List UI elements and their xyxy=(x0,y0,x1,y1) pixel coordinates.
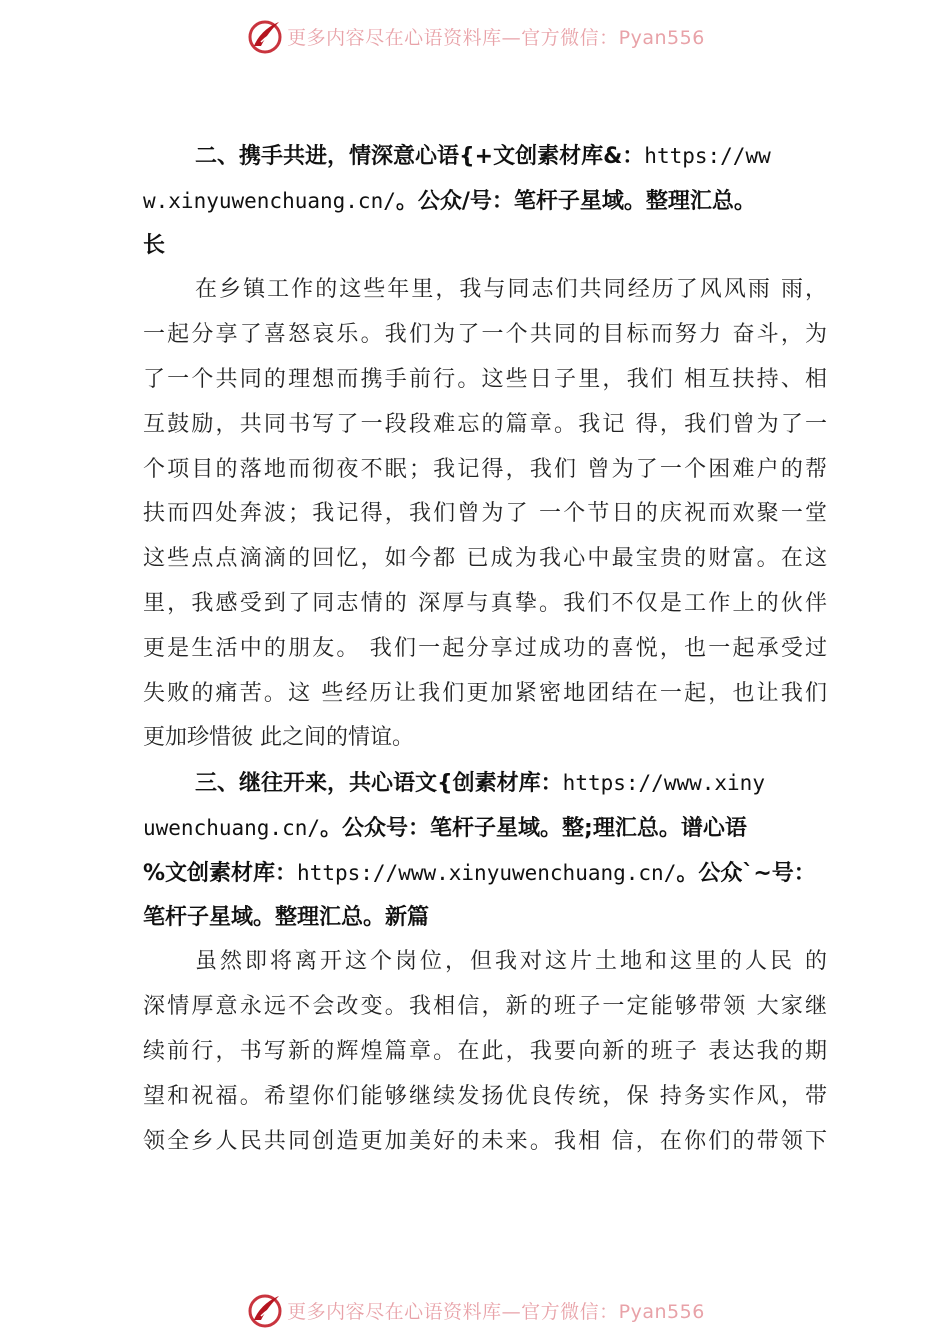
heading-text: 。公众`~号： xyxy=(676,860,816,886)
paragraph-line: 更加珍惜彼 此之间的情谊。 xyxy=(143,725,414,751)
logo-icon xyxy=(245,16,285,56)
heading-url: https://www.xinyuwenchuang.cn/ xyxy=(297,860,677,885)
paragraph-line: 一起分享了喜怒哀乐。我们为了一个共同的目标而努力 奋斗，为 xyxy=(143,322,827,348)
banner-text xyxy=(287,23,705,50)
heading-url: https://ww xyxy=(644,144,771,168)
banner-label: 更多内容尽在心语资料库—官方微信： xyxy=(287,26,619,49)
banner-wechat-id: Pyan556 xyxy=(618,26,705,49)
heading-text: 。公众号：笔杆子星域。整;理汇总。谱心语 xyxy=(320,815,747,841)
heading-url: uwenchuang.cn/ xyxy=(143,815,321,840)
logo-icon xyxy=(245,1290,285,1330)
heading-text: 。公众/号：笔杆子星域。整理汇总。 xyxy=(395,188,756,214)
paragraph-line: 更是生活中的朋友。 我们一起分享过成功的喜悦，也一起承受过 xyxy=(143,635,827,661)
heading-text: %文创素材库： xyxy=(143,860,298,886)
paragraph-line: 个项目的落地而彻夜不眠；我记得，我们 曾为了一个困难户的帮 xyxy=(143,456,827,482)
section2-heading-line-1 xyxy=(143,134,827,179)
heading-text: 三、继往开来，共心语文{创素材库： xyxy=(195,771,563,797)
heading-url: w.xinyuwenchuang.cn/ xyxy=(143,188,396,213)
paragraph-line: 望和祝福。希望你们能够继续发扬优良传统，保 持务实作风，带 xyxy=(143,1083,827,1109)
section3-heading-line-4 xyxy=(143,896,827,941)
heading-url: https://www.xiny xyxy=(562,771,765,796)
heading-text: 二、携手共进，情深意心语{+文创素材库&： xyxy=(195,144,645,169)
paragraph-line: 领全乡人民共同创造更加美好的未来。我相 信，在你们的带领下 xyxy=(143,1128,827,1154)
paragraph-line: 互鼓励，共同书写了一段段难忘的篇章。我记 得，我们曾为了一 xyxy=(143,411,827,437)
paragraph-line: 里，我感受到了同志情的 深厚与真挚。我们不仅是工作上的伙伴 xyxy=(143,590,827,616)
section2-heading-line-3 xyxy=(143,224,827,269)
heading-text: 长 xyxy=(143,232,166,258)
paragraph-line: 深情厚意永远不会改变。我相信，新的班子一定能够带领 大家继 xyxy=(143,994,827,1020)
paragraph-line: 在乡镇工作的这些年里，我与同志们共同经历了风风雨 雨， xyxy=(195,277,827,303)
paragraph-line: 这些点点滴滴的回忆，如今都 已成为我心中最宝贵的财富。在这 xyxy=(143,546,827,572)
section3-heading-line-1 xyxy=(143,761,827,806)
bottom-watermark-banner xyxy=(0,1288,950,1332)
top-watermark-banner xyxy=(0,14,950,58)
banner-wechat-id: Pyan556 xyxy=(618,1300,705,1323)
section2-heading-line-2 xyxy=(143,179,827,224)
banner-text xyxy=(287,1297,705,1324)
heading-text: 笔杆子星域。整理汇总。新篇 xyxy=(143,904,430,930)
paragraph-line: 虽然即将离开这个岗位，但我对这片土地和这里的人民 的 xyxy=(195,949,827,975)
paragraph-line: 续前行，书写新的辉煌篇章。在此，我要向新的班子 表达我的期 xyxy=(143,1038,827,1064)
document-content xyxy=(143,134,827,1164)
paragraph-line: 失败的痛苦。这 些经历让我们更加紧密地团结在一起，也让我们 xyxy=(143,680,827,706)
paragraph-line: 扶而四处奔波；我记得，我们曾为了 一个节日的庆祝而欢聚一堂 xyxy=(143,501,827,527)
section3-heading-line-2 xyxy=(143,806,827,851)
banner-label: 更多内容尽在心语资料库—官方微信： xyxy=(287,1300,619,1323)
section3-heading-line-3 xyxy=(143,851,827,896)
paragraph-line: 了一个共同的理想而携手前行。这些日子里，我们 相互扶持、相 xyxy=(143,366,827,392)
